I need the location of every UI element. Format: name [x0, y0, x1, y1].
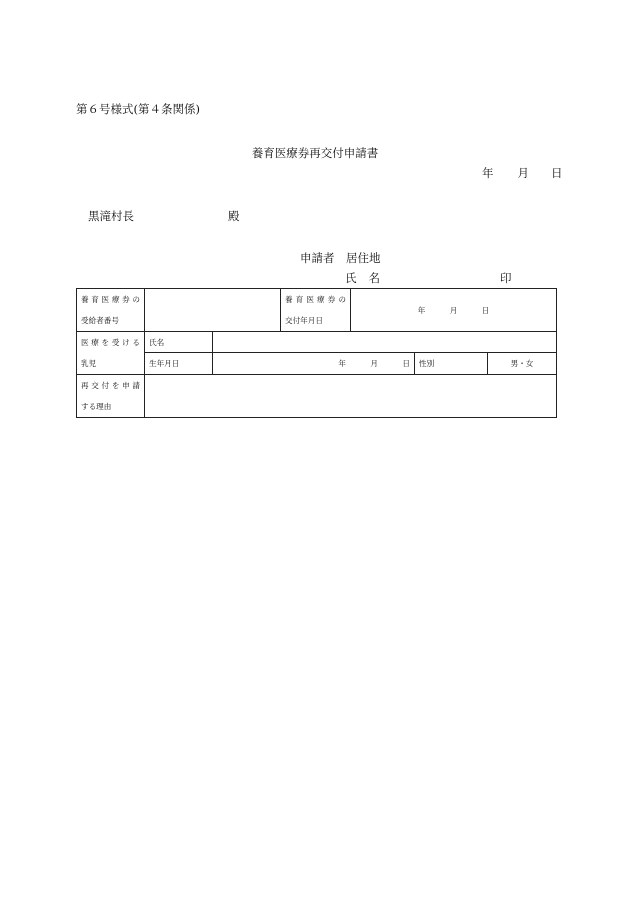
child-sex-label: 性別	[415, 353, 488, 375]
child-name-field[interactable]	[213, 332, 557, 353]
row-reason	[77, 375, 557, 418]
applicant-name-label: 氏名	[345, 271, 392, 285]
issue-date-field[interactable]: 年 月 日	[351, 289, 557, 332]
recipient-number-field[interactable]	[145, 289, 281, 332]
applicant-residence-label: 申請者 居住地	[300, 251, 381, 265]
child-sex-field[interactable]: 男・女	[488, 353, 557, 375]
reason-field[interactable]	[145, 375, 557, 418]
application-form-table	[76, 288, 557, 418]
child-name-label: 氏名	[145, 332, 213, 353]
child-dob-label: 生年月日	[145, 353, 213, 375]
recipient-number-label: 養育医療券の 受給者番号	[77, 289, 145, 332]
form-number: 第６号様式(第４条関係)	[76, 102, 200, 116]
document-title: 養育医療券再交付申請書	[251, 146, 379, 160]
child-label: 医療を受ける 乳児	[77, 332, 145, 375]
addressee: 黒滝村長	[88, 209, 134, 223]
honorific: 殿	[228, 209, 240, 223]
date-year: 年	[482, 166, 494, 180]
row-child-name	[77, 332, 557, 353]
row-recipient-number	[77, 289, 557, 332]
date-month: 月	[517, 166, 529, 180]
row-child-dob	[77, 353, 557, 375]
seal-mark: 印	[500, 271, 512, 285]
child-dob-field[interactable]: 年 月 日	[213, 353, 415, 375]
application-date	[482, 165, 563, 181]
date-day: 日	[551, 166, 563, 180]
reason-label: 再交付を申請 する理由	[77, 375, 145, 418]
issue-date-label: 養育医療券の 交付年月日	[281, 289, 351, 332]
